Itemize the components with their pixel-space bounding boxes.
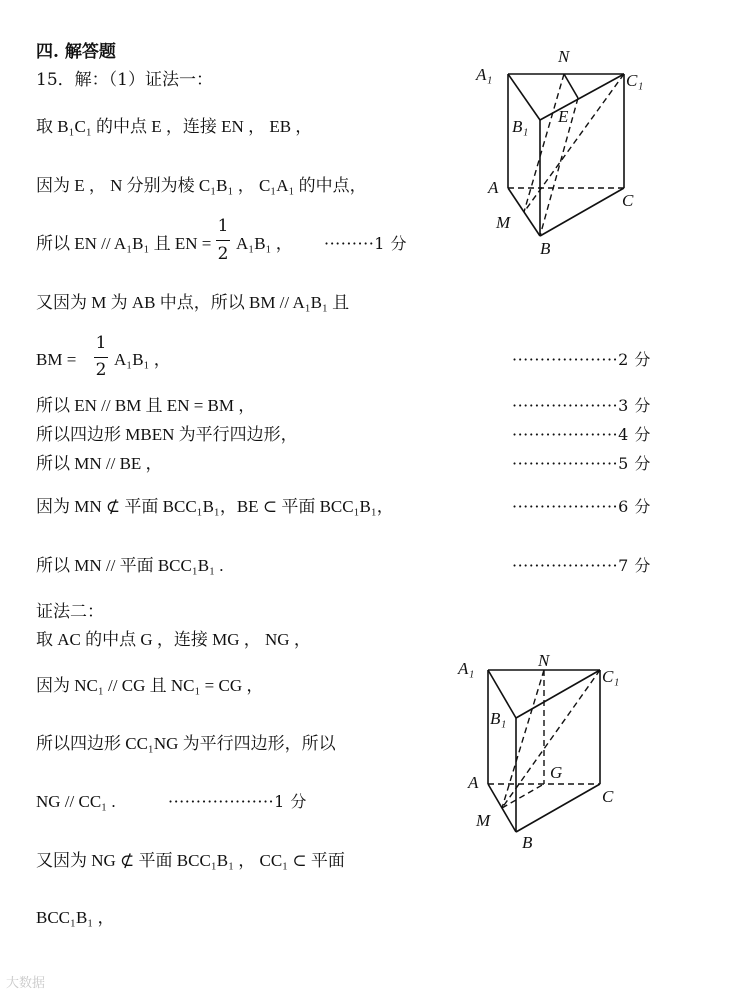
score-7: ···················7 分 xyxy=(512,556,651,575)
label-N: N xyxy=(558,47,570,66)
score-3: ···················3 分 xyxy=(512,396,651,415)
label-M: M xyxy=(476,811,491,830)
label-N: N xyxy=(538,651,550,670)
label-A: A xyxy=(488,178,499,197)
proof2-title: 证法二： xyxy=(36,602,104,622)
score-1: ·········1 分 xyxy=(324,234,408,253)
proof2-line2: 因为 NC₁ // CG 且 NC₁ = CG ， xyxy=(36,676,264,695)
proof1-line5-tail: A₁B₁ ， xyxy=(114,350,171,369)
label-C: C xyxy=(602,787,614,806)
proof1-line9: 因为 MN ⊄ 平面 BCC₁B₁，BE ⊂ 平面 BCC₁B₁， xyxy=(36,497,394,516)
proof2-line1: 取 AC 的中点 G ，连接 MG ， NG ， xyxy=(36,630,311,649)
label-C1: C₁ xyxy=(626,71,644,90)
label-A: A xyxy=(468,773,479,792)
prism-figure-2 xyxy=(450,644,650,854)
proof1-line3-tail: A₁B₁ ， xyxy=(236,234,293,253)
label-B1: B₁ xyxy=(512,117,529,136)
label-B: B xyxy=(522,833,533,852)
label-C: C xyxy=(622,191,634,210)
proof2-score-1: ···················1 分 xyxy=(168,792,307,811)
label-B: B xyxy=(540,239,551,258)
proof1-line8: 所以 MN // BE ， xyxy=(36,454,163,473)
proof2-line6: BCC₁B₁ ， xyxy=(36,908,115,927)
label-M: M xyxy=(496,213,511,232)
proof1-line7: 所以四边形 MBEN 为平行四边形， xyxy=(36,425,298,444)
fraction2-numerator: 1 xyxy=(95,333,107,353)
score-6: ···················6 分 xyxy=(512,497,651,516)
section-title: 四. 解答题 xyxy=(36,42,116,62)
proof1-line10: 所以 MN // 平面 BCC₁B₁ . xyxy=(36,556,224,575)
fraction2-denominator: 2 xyxy=(95,360,107,380)
fraction1-numerator: 1 xyxy=(217,216,229,236)
proof2-line5: 又因为 NG ⊄ 平面 BCC₁B₁ ， CC₁ ⊂ 平面 xyxy=(36,851,345,870)
proof1-line6: 所以 EN // BM 且 EN = BM ， xyxy=(36,396,256,415)
fraction2-bar xyxy=(94,357,108,358)
label-B1: B₁ xyxy=(490,709,507,728)
proof1-line1: 取 B₁C₁ 的中点 E ，连接 EN ， EB ， xyxy=(36,117,313,136)
label-A1: A₁ xyxy=(458,659,475,678)
proof1-line5: BM = xyxy=(36,350,77,369)
proof1-line3: 所以 EN // A₁B₁ 且 EN = xyxy=(36,234,212,253)
label-A1: A₁ xyxy=(476,65,493,84)
score-2: ···················2 分 xyxy=(512,350,651,369)
fraction1-denominator: 2 xyxy=(217,244,229,264)
proof2-line4: NG // CC₁ . xyxy=(36,792,116,811)
fraction1-bar xyxy=(216,240,230,241)
problem-header: 15．解：（1）证法一： xyxy=(36,70,213,90)
proof1-line2: 因为 E ， N 分别为棱 C₁B₁ ， C₁A₁ 的中点， xyxy=(36,176,367,195)
prism-figure-1 xyxy=(470,40,670,260)
label-G: G xyxy=(550,763,563,782)
score-4: ···················4 分 xyxy=(512,425,651,444)
watermark: 大数据 xyxy=(6,976,46,991)
proof2-line3: 所以四边形 CC₁NG 为平行四边形，所以 xyxy=(36,734,336,753)
score-5: ···················5 分 xyxy=(512,454,651,473)
label-C1: C₁ xyxy=(602,667,620,686)
label-E: E xyxy=(558,107,569,126)
proof1-line4: 又因为 M 为 AB 中点，所以 BM // A₁B₁ 且 xyxy=(36,293,350,312)
